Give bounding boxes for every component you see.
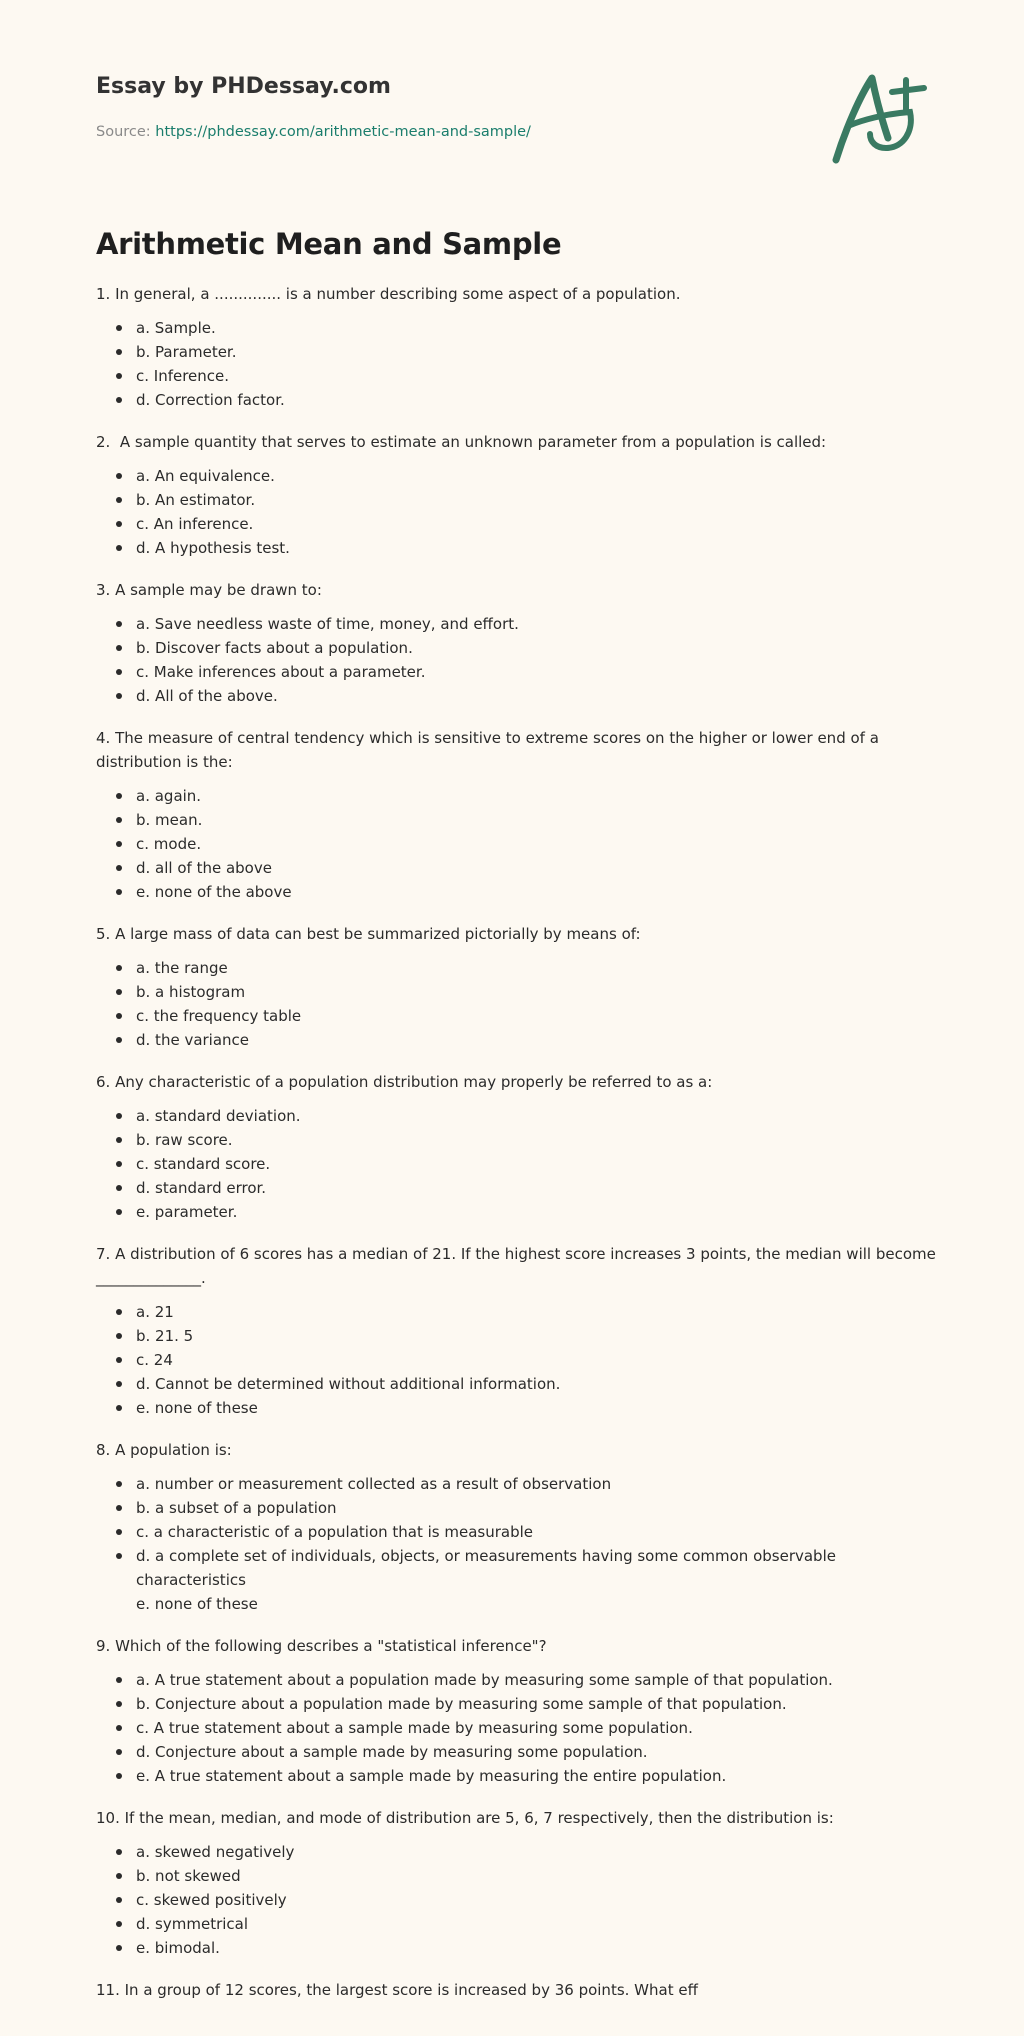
answer-options — [96, 1472, 936, 1616]
question-8: 8. A population is: — [96, 1441, 232, 1459]
source-link[interactable]: https://phdessay.com/arithmetic-mean-and-sample/ — [155, 124, 531, 140]
a-plus-logo — [826, 68, 936, 168]
answer-option: d. Conjecture about a sample made by measuring some population. — [136, 1740, 936, 1764]
answer-option: a. An equivalence. — [136, 464, 936, 488]
question-1: 1. In general, a .............. is a number describing some aspect of a population. — [96, 285, 681, 303]
answer-options — [96, 464, 936, 560]
answer-option: c. skewed positively — [136, 1888, 936, 1912]
answer-option: a. again. — [136, 784, 936, 808]
answer-options — [96, 1840, 936, 1960]
article-title: Arithmetic Mean and Sample — [96, 227, 562, 261]
answer-option: b. raw score. — [136, 1128, 936, 1152]
answer-option: a. Sample. — [136, 316, 936, 340]
answer-option: b. not skewed — [136, 1864, 936, 1888]
page-header — [96, 0, 936, 200]
question-6: 6. Any characteristic of a population distribution may properly be referred to as a: — [96, 1073, 713, 1091]
answer-option: e. none of these — [136, 1396, 936, 1420]
answer-options — [96, 1668, 936, 1788]
answer-options — [96, 316, 936, 412]
source-line — [96, 124, 531, 140]
answer-options — [96, 1104, 936, 1224]
answer-option: b. a histogram — [136, 980, 936, 1004]
answer-option: e. bimodal. — [136, 1936, 936, 1960]
answer-option: a. A true statement about a population made by measuring some sample of that population. — [136, 1668, 936, 1692]
answer-option: c. standard score. — [136, 1152, 936, 1176]
answer-option: b. An estimator. — [136, 488, 936, 512]
answer-options — [96, 1300, 936, 1420]
answer-option: b. Parameter. — [136, 340, 936, 364]
question-7: 7. A distribution of 6 scores has a median of 21. If the highest score increases 3 points, the median will become ______________. — [96, 1245, 941, 1287]
answer-option: b. 21. 5 — [136, 1324, 936, 1348]
answer-option: e. none of these — [136, 1595, 258, 1613]
question-11: 11. In a group of 12 scores, the largest score is increased by 36 points. What eff — [96, 1981, 698, 1999]
answer-option: d. all of the above — [136, 856, 936, 880]
answer-option: a. 21 — [136, 1300, 936, 1324]
article-content — [96, 222, 941, 2002]
question-3: 3. A sample may be drawn to: — [96, 581, 322, 599]
site-title: Essay by PHDessay.com — [96, 74, 391, 99]
answer-option: a. standard deviation. — [136, 1104, 936, 1128]
answer-option: c. a characteristic of a population that is measurable — [136, 1520, 936, 1544]
question-5: 5. A large mass of data can best be summarized pictorially by means of: — [96, 925, 641, 943]
answer-option: e. A true statement about a sample made by measuring the entire population. — [136, 1764, 936, 1788]
answer-option: c. the frequency table — [136, 1004, 936, 1028]
answer-option: d. standard error. — [136, 1176, 936, 1200]
question-list — [96, 282, 941, 2002]
answer-option: d. A hypothesis test. — [136, 536, 936, 560]
question-4: 4. The measure of central tendency which is sensitive to extreme scores on the higher or lower end of a distribution is the: — [96, 729, 884, 771]
answer-option: d. All of the above. — [136, 684, 936, 708]
answer-option: d. Cannot be determined without additional information. — [136, 1372, 936, 1396]
answer-option: c. Inference. — [136, 364, 936, 388]
answer-option: b. a subset of a population — [136, 1496, 936, 1520]
answer-options — [96, 612, 936, 708]
question-9: 9. Which of the following describes a "statistical inference"? — [96, 1637, 547, 1655]
question-10: 10. If the mean, median, and mode of distribution are 5, 6, 7 respectively, then the distribution is: — [96, 1809, 834, 1827]
answer-option: b. mean. — [136, 808, 936, 832]
answer-option: e. parameter. — [136, 1200, 936, 1224]
answer-option: b. Conjecture about a population made by measuring some sample of that population. — [136, 1692, 936, 1716]
answer-options — [96, 784, 936, 904]
source-label: Source: — [96, 124, 156, 140]
answer-option: c. 24 — [136, 1348, 936, 1372]
answer-option: d. symmetrical — [136, 1912, 936, 1936]
answer-option: a. the range — [136, 956, 936, 980]
answer-option: a. Save needless waste of time, money, and effort. — [136, 612, 936, 636]
answer-option: d. Correction factor. — [136, 388, 936, 412]
answer-option: c. mode. — [136, 832, 936, 856]
answer-option: e. none of the above — [136, 880, 936, 904]
answer-option: d. a complete set of individuals, objects, or measurements having some common observable characteristics — [136, 1544, 936, 1592]
answer-option: c. An inference. — [136, 512, 936, 536]
question-2: 2. A sample quantity that serves to estimate an unknown parameter from a population is called: — [96, 433, 827, 451]
answer-option: c. Make inferences about a parameter. — [136, 660, 936, 684]
answer-options — [96, 956, 936, 1052]
answer-option: b. Discover facts about a population. — [136, 636, 936, 660]
answer-option: a. skewed negatively — [136, 1840, 936, 1864]
answer-option: d. the variance — [136, 1028, 936, 1052]
answer-option: c. A true statement about a sample made by measuring some population. — [136, 1716, 936, 1740]
answer-option: a. number or measurement collected as a result of observation — [136, 1472, 936, 1496]
